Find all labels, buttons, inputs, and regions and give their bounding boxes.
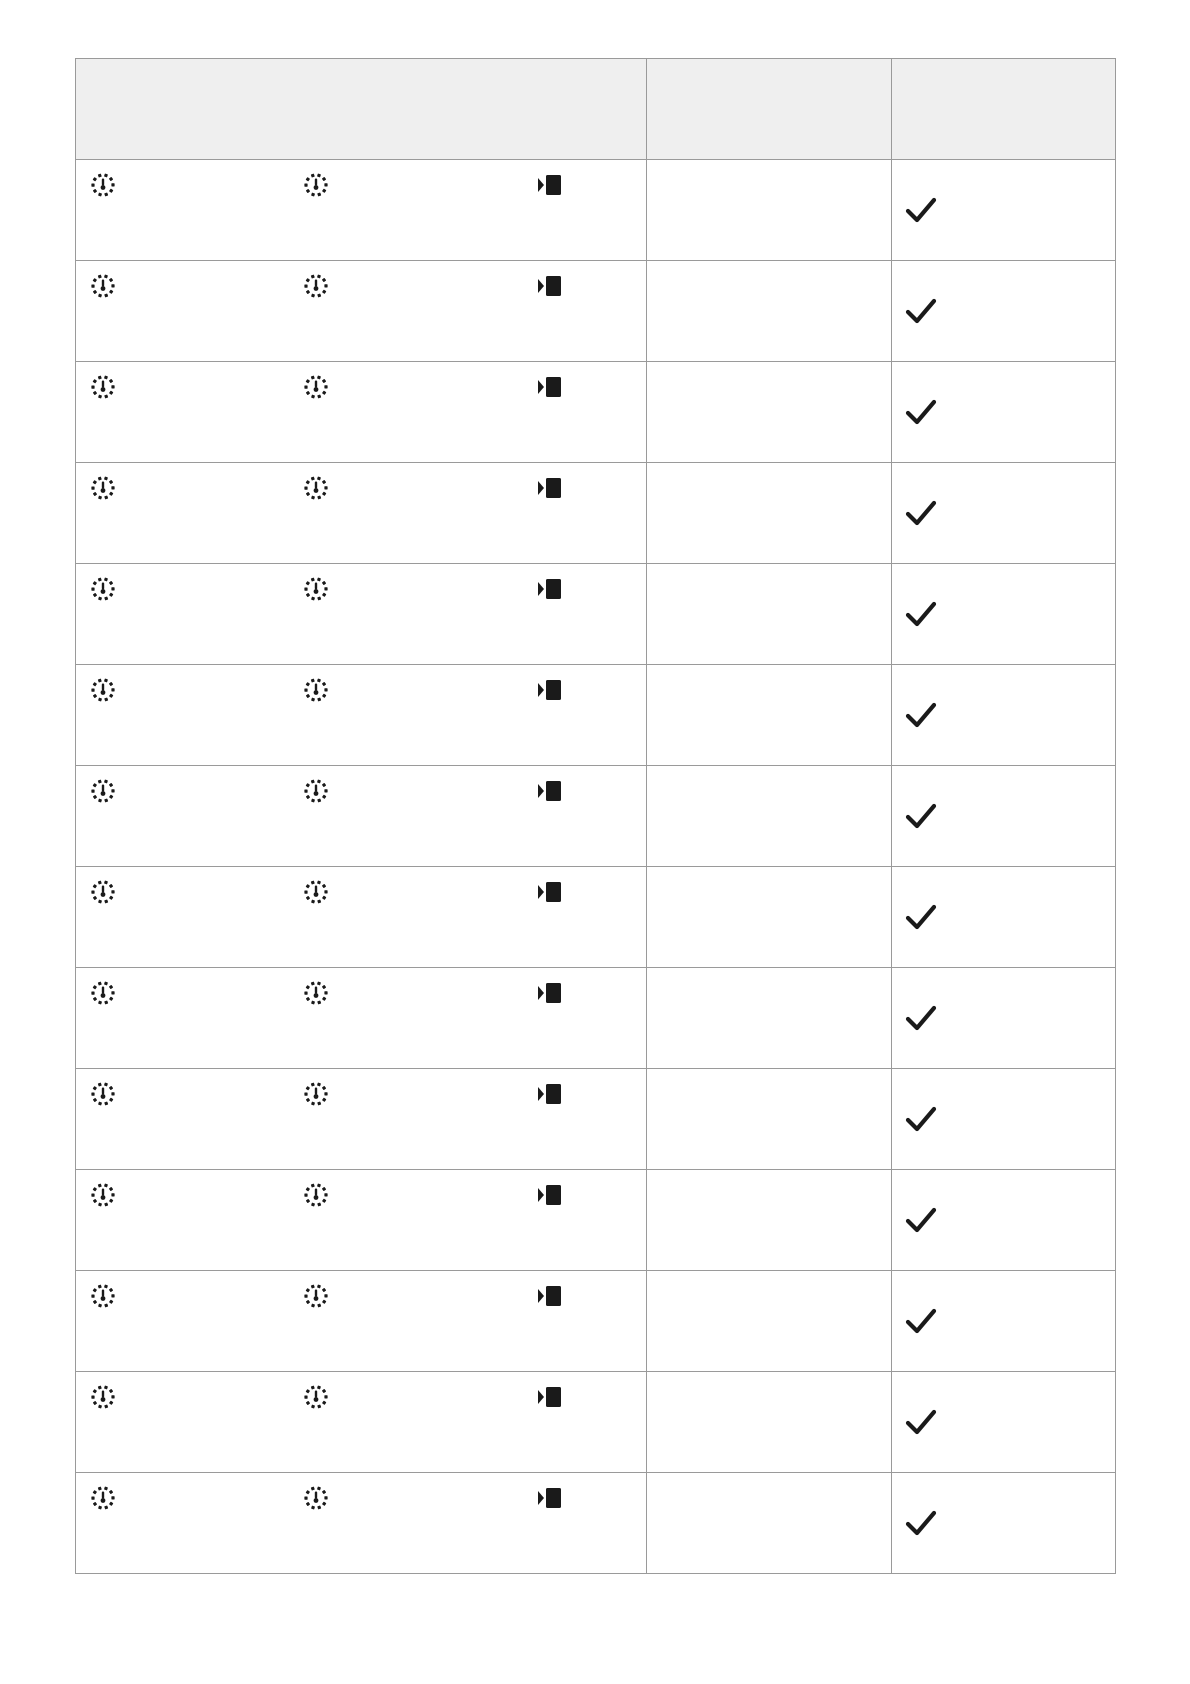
shutter-icon	[538, 778, 564, 804]
table-row	[76, 1271, 1116, 1372]
self-timer-icon	[90, 1384, 116, 1410]
checkmark-icon	[905, 901, 937, 933]
header-cell-function	[76, 59, 647, 160]
availability-cell	[892, 766, 1116, 867]
checkmark-icon	[905, 396, 937, 428]
table-row	[76, 261, 1116, 362]
shutter-icon	[538, 1081, 564, 1107]
self-timer-icon	[90, 273, 116, 299]
function-cell	[76, 564, 647, 665]
header-cell-availability	[892, 59, 1116, 160]
self-timer-icon	[303, 273, 329, 299]
checkmark-icon	[905, 1204, 937, 1236]
empty-cell	[647, 362, 892, 463]
shutter-icon	[538, 273, 564, 299]
self-timer-icon	[303, 576, 329, 602]
function-cell	[76, 968, 647, 1069]
shutter-icon	[538, 879, 564, 905]
checkmark-icon	[905, 699, 937, 731]
empty-cell	[647, 1372, 892, 1473]
table-row	[76, 1069, 1116, 1170]
function-cell	[76, 1271, 647, 1372]
self-timer-icon	[90, 172, 116, 198]
shutter-icon	[538, 576, 564, 602]
self-timer-icon	[303, 1384, 329, 1410]
function-cell	[76, 1372, 647, 1473]
empty-cell	[647, 665, 892, 766]
function-cell	[76, 362, 647, 463]
table-body	[76, 160, 1116, 1574]
checkmark-icon	[905, 497, 937, 529]
table-row	[76, 766, 1116, 867]
table-row	[76, 1473, 1116, 1574]
shutter-icon	[538, 374, 564, 400]
table-row	[76, 463, 1116, 564]
self-timer-icon	[303, 1182, 329, 1208]
availability-cell	[892, 160, 1116, 261]
self-timer-icon	[90, 980, 116, 1006]
empty-cell	[647, 1473, 892, 1574]
checkmark-icon	[905, 194, 937, 226]
table-row	[76, 968, 1116, 1069]
empty-cell	[647, 968, 892, 1069]
checkmark-icon	[905, 1305, 937, 1337]
table-row	[76, 1372, 1116, 1473]
function-cell	[76, 261, 647, 362]
function-cell	[76, 1069, 647, 1170]
checkmark-icon	[905, 1103, 937, 1135]
empty-cell	[647, 160, 892, 261]
self-timer-icon	[303, 1485, 329, 1511]
empty-cell	[647, 1271, 892, 1372]
self-timer-icon	[90, 1182, 116, 1208]
shutter-icon	[538, 1485, 564, 1511]
availability-cell	[892, 1473, 1116, 1574]
function-cell	[76, 1473, 647, 1574]
availability-cell	[892, 867, 1116, 968]
self-timer-icon	[303, 980, 329, 1006]
availability-cell	[892, 362, 1116, 463]
table-row	[76, 160, 1116, 261]
checkmark-icon	[905, 1406, 937, 1438]
self-timer-icon	[90, 1485, 116, 1511]
empty-cell	[647, 1069, 892, 1170]
checkmark-icon	[905, 1507, 937, 1539]
availability-cell	[892, 463, 1116, 564]
table-row	[76, 665, 1116, 766]
table-row	[76, 362, 1116, 463]
empty-cell	[647, 1170, 892, 1271]
availability-cell	[892, 261, 1116, 362]
self-timer-icon	[90, 677, 116, 703]
availability-cell	[892, 1271, 1116, 1372]
table-row	[76, 1170, 1116, 1271]
self-timer-icon	[90, 1283, 116, 1309]
shutter-icon	[538, 1384, 564, 1410]
self-timer-icon	[303, 879, 329, 905]
self-timer-icon	[90, 374, 116, 400]
empty-cell	[647, 261, 892, 362]
shutter-icon	[538, 677, 564, 703]
shutter-icon	[538, 172, 564, 198]
availability-cell	[892, 564, 1116, 665]
self-timer-icon	[303, 1283, 329, 1309]
function-cell	[76, 665, 647, 766]
function-cell	[76, 160, 647, 261]
checkmark-icon	[905, 1002, 937, 1034]
function-cell	[76, 1170, 647, 1271]
table-header-row	[76, 59, 1116, 160]
function-cell	[76, 463, 647, 564]
shutter-icon	[538, 1182, 564, 1208]
self-timer-icon	[90, 879, 116, 905]
checkmark-icon	[905, 800, 937, 832]
self-timer-icon	[303, 1081, 329, 1107]
checkmark-icon	[905, 598, 937, 630]
availability-cell	[892, 665, 1116, 766]
shutter-icon	[538, 980, 564, 1006]
availability-cell	[892, 968, 1116, 1069]
self-timer-icon	[303, 374, 329, 400]
shutter-icon	[538, 475, 564, 501]
function-table	[75, 58, 1116, 1574]
function-cell	[76, 867, 647, 968]
self-timer-icon	[303, 778, 329, 804]
self-timer-icon	[303, 172, 329, 198]
empty-cell	[647, 463, 892, 564]
self-timer-icon	[303, 475, 329, 501]
empty-cell	[647, 867, 892, 968]
empty-cell	[647, 766, 892, 867]
shutter-icon	[538, 1283, 564, 1309]
header-cell-middle	[647, 59, 892, 160]
self-timer-icon	[90, 778, 116, 804]
self-timer-icon	[90, 1081, 116, 1107]
empty-cell	[647, 564, 892, 665]
table-row	[76, 867, 1116, 968]
availability-cell	[892, 1170, 1116, 1271]
function-cell	[76, 766, 647, 867]
table-row	[76, 564, 1116, 665]
checkmark-icon	[905, 295, 937, 327]
self-timer-icon	[303, 677, 329, 703]
availability-cell	[892, 1069, 1116, 1170]
self-timer-icon	[90, 475, 116, 501]
self-timer-icon	[90, 576, 116, 602]
availability-cell	[892, 1372, 1116, 1473]
